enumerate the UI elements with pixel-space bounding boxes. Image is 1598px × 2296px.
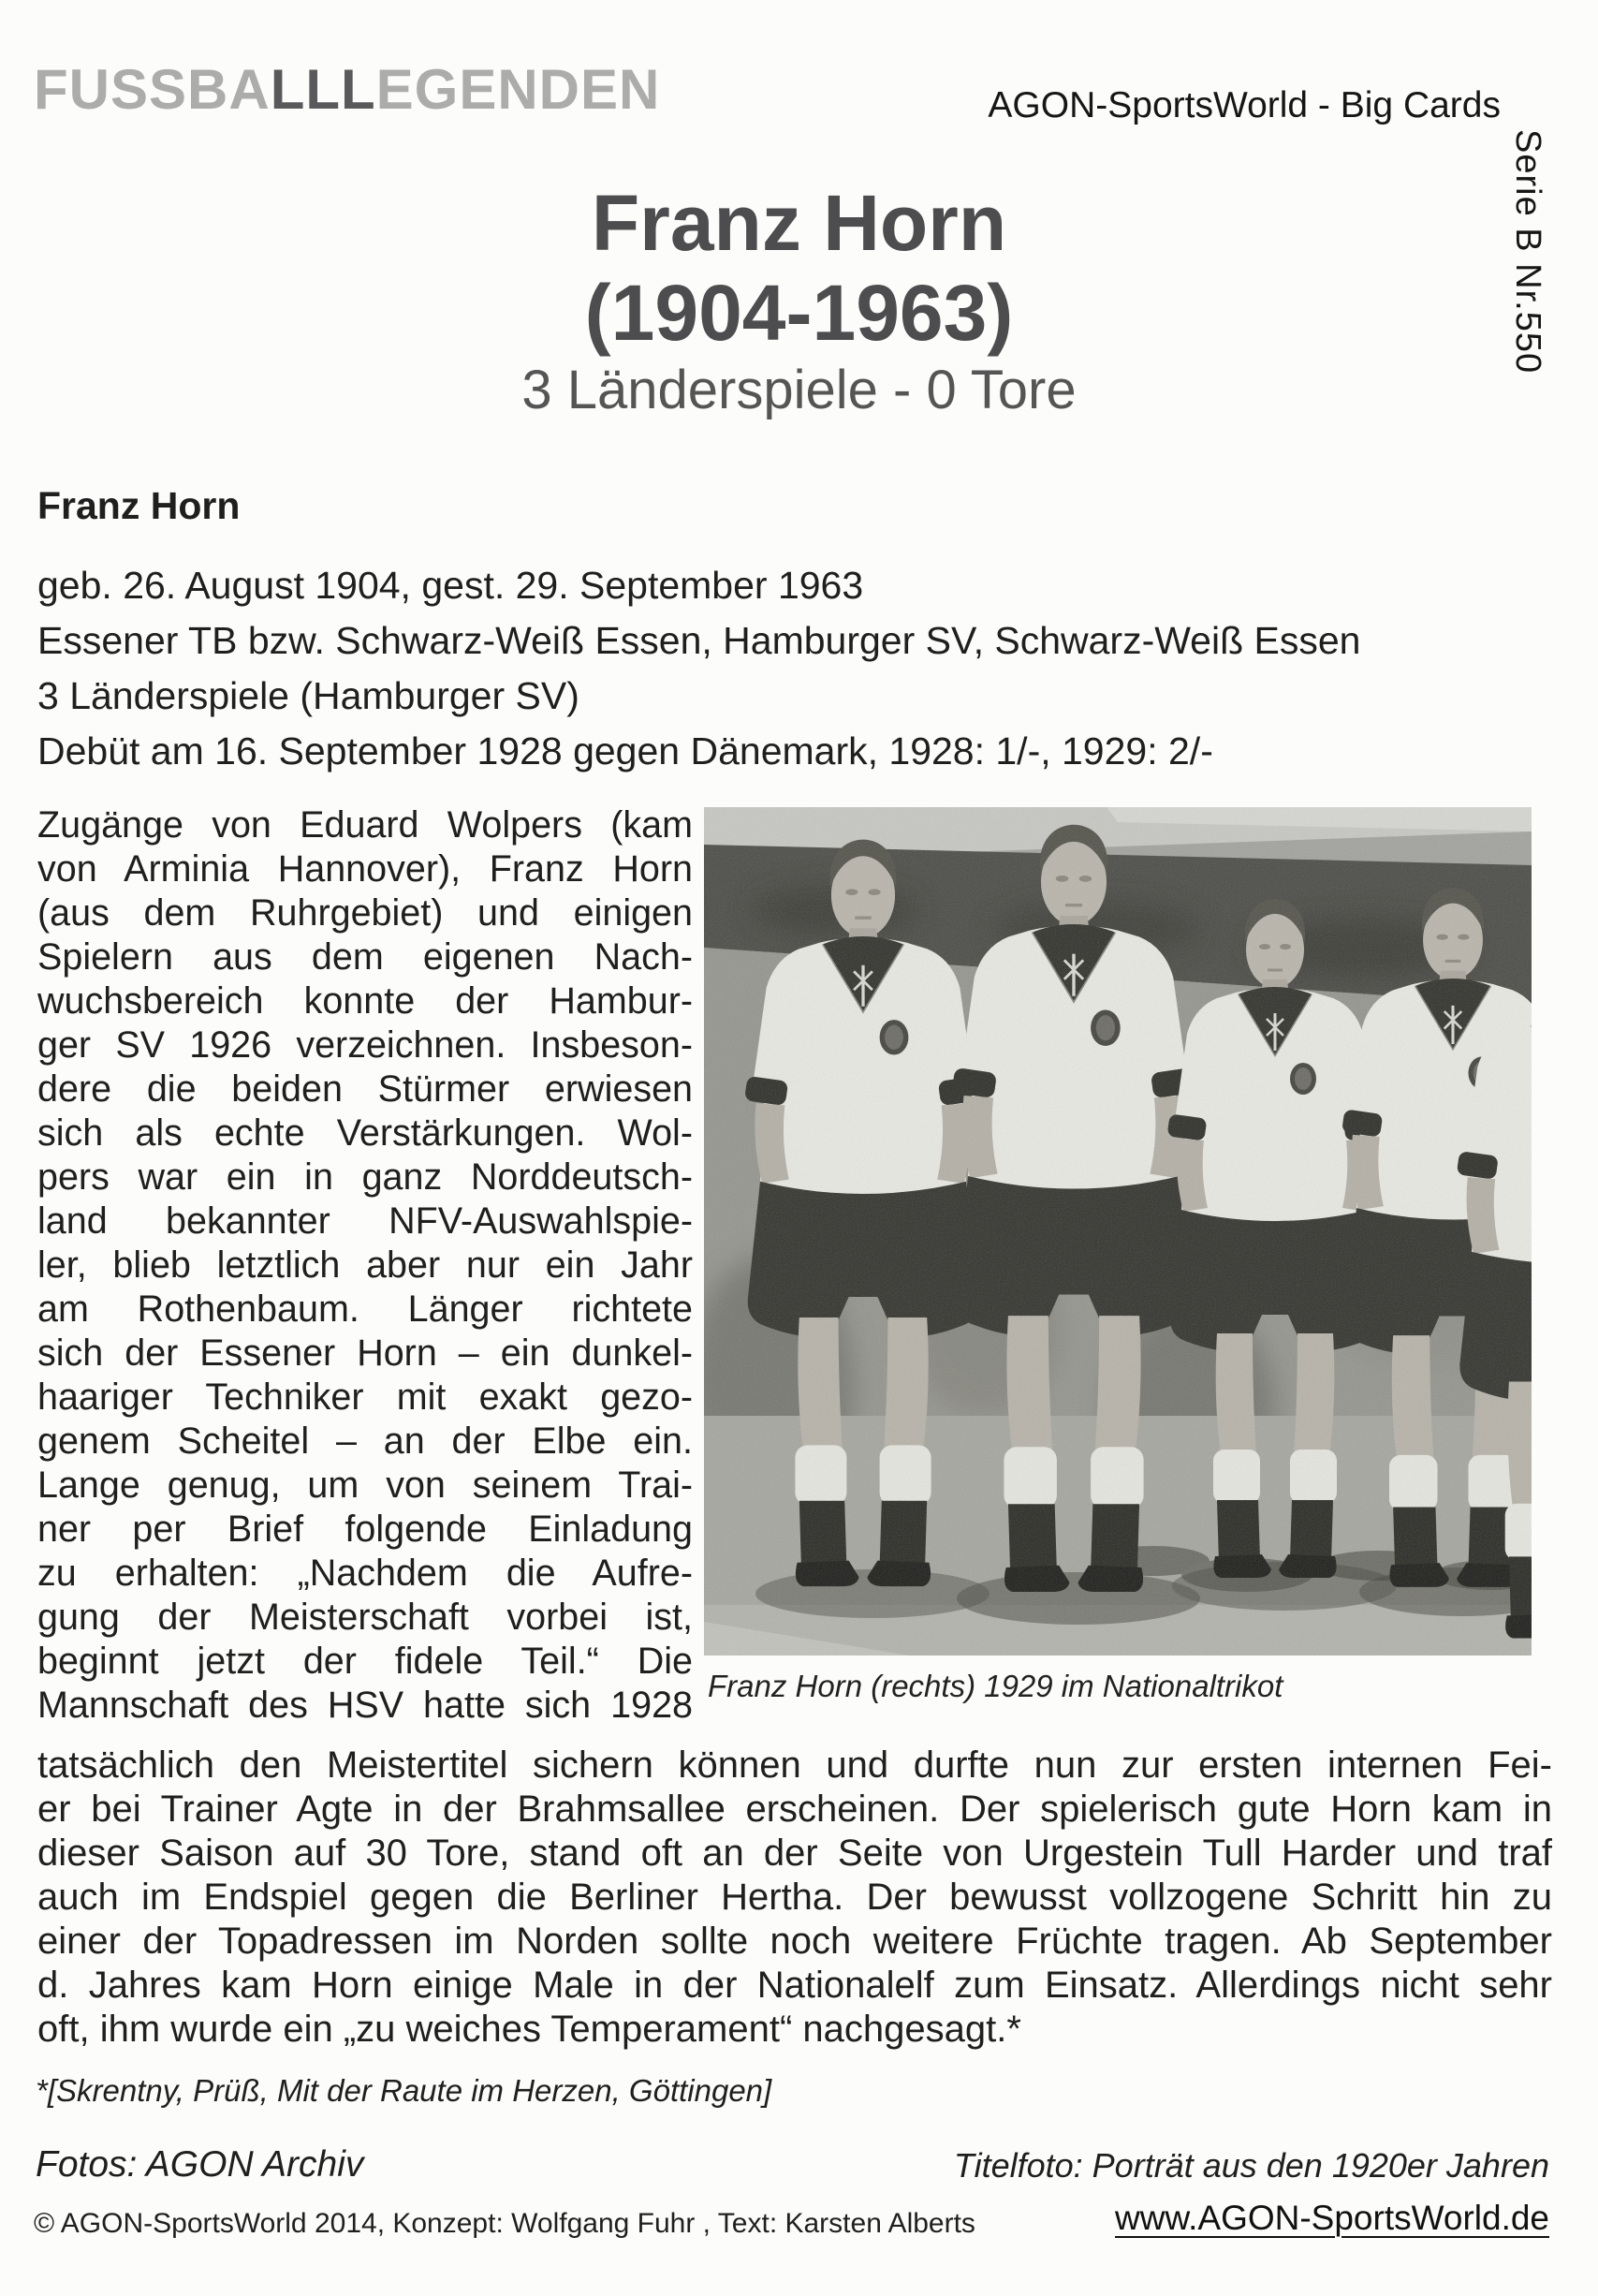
player-name-heading: Franz Horn [37,484,241,527]
player-info-line: geb. 26. August 1904, gest. 29. September 1963 [37,564,864,607]
photos-credit: Fotos: AGON Archiv [36,2144,364,2185]
article-line: sich als echte Verstärkungen. Wol- [37,1112,693,1154]
team-photo-illustration [704,807,1532,1656]
article-line: er bei Trainer Agte in der Brahmsallee erscheinen. Der spielerisch gute Horn kam in [37,1788,1552,1830]
article-line: dieser Saison auf 30 Tore, stand oft an der Seite von Urgestein Tull Harder und traf [37,1832,1552,1874]
photo-caption: Franz Horn (rechts) 1929 im Nationaltrikot [708,1669,1283,1703]
series-name: AGON-SportsWorld - Big Cards [988,85,1501,125]
logo-segment-light: FUSSBA [34,58,271,121]
article-line: Spielern aus dem eigenen Nach- [37,936,693,978]
article-line: Lange genug, um von seinem Trai- [37,1464,693,1506]
article-line: d. Jahres kam Horn einige Male in der Nationalelf zum Einsatz. Allerdings nicht sehr [37,1965,1552,2006]
article-line: von Arminia Hannover), Franz Horn [37,848,693,890]
article-line: beginnt jetzt der fidele Teil.“ Die [37,1641,693,1682]
logo-segment-light: EGENDEN [375,58,661,121]
player-info-line: 3 Länderspiele (Hamburger SV) [37,674,579,717]
article-line: einer der Topadressen im Norden sollte noch weitere Früchte tragen. Ab September [37,1921,1552,1962]
logo-segment-dark: LLL [270,58,376,121]
title-years: (1904-1963) [584,269,1014,357]
article-line: haariger Techniker mit exakt gezo- [37,1376,693,1418]
title-stats: 3 Länderspiele - 0 Tore [521,360,1077,420]
article-line: pers war ein in ganz Norddeutsch- [37,1156,693,1198]
brand-logo [34,58,661,121]
source-footnote: *[Skrentny, Prüß, Mit der Raute im Herzen, Göttingen] [36,2073,772,2108]
article-line: Zugänge von Eduard Wolpers (kam [37,804,693,846]
article-line: (aus dem Ruhrgebiet) und einigen [37,892,693,934]
article-line: ner per Brief folgende Einladung [37,1509,693,1550]
article-line: zu erhalten: „Nachdem die Aufre- [37,1553,693,1594]
article-line: ger SV 1926 verzeichnen. Insbeson- [37,1024,693,1066]
article-line: Mannschaft des HSV hatte sich 1928 [37,1685,693,1726]
article-line: genem Scheitel – an der Elbe ein. [37,1420,693,1462]
article-line: oft, ihm wurde ein „zu weiches Temperament“ nachgesagt.* [37,2009,1021,2050]
series-number-vertical: Serie B Nr.550 [1508,129,1547,375]
article-line: gung der Meisterschaft vorbei ist, [37,1597,693,1638]
website-link[interactable]: www.AGON-SportsWorld.de [1115,2199,1549,2237]
player-info-list [37,558,1360,779]
page-title: Franz Horn [591,179,1007,267]
article-full-width [37,1744,1552,2052]
copyright-line: © AGON-SportsWorld 2014, Konzept: Wolfgang Fuhr , Text: Karsten Alberts [34,2208,975,2239]
player-info-line: Debüt am 16. September 1928 gegen Dänemark, 1928: 1/-, 1929: 2/- [37,729,1213,773]
article-line: am Rothenbaum. Länger richtete [37,1288,693,1330]
article-line: ler, blieb letztlich aber nur ein Jahr [37,1244,693,1286]
titlephoto-credit: Titelfoto: Porträt aus den 1920er Jahren [953,2146,1549,2185]
title-block [0,178,1598,423]
team-photo [704,807,1532,1656]
article-line: land bekannter NFV-Auswahlspie- [37,1200,693,1242]
player-info-line: Essener TB bzw. Schwarz-Weiß Essen, Hamburger SV, Schwarz-Weiß Essen [37,619,1361,662]
article-line: dere die beiden Stürmer erwiesen [37,1068,693,1110]
article-line: sich der Essener Horn – ein dunkel- [37,1332,693,1374]
article-line: tatsächlich den Meistertitel sichern können und durfte nun zur ersten internen Fei- [37,1744,1552,1786]
article-left-column [37,803,693,1728]
article-line: wuchsbereich konnte der Hambur- [37,980,693,1022]
article-line: auch im Endspiel gegen die Berliner Hertha. Der bewusst vollzogene Schritt hin zu [37,1877,1552,1918]
